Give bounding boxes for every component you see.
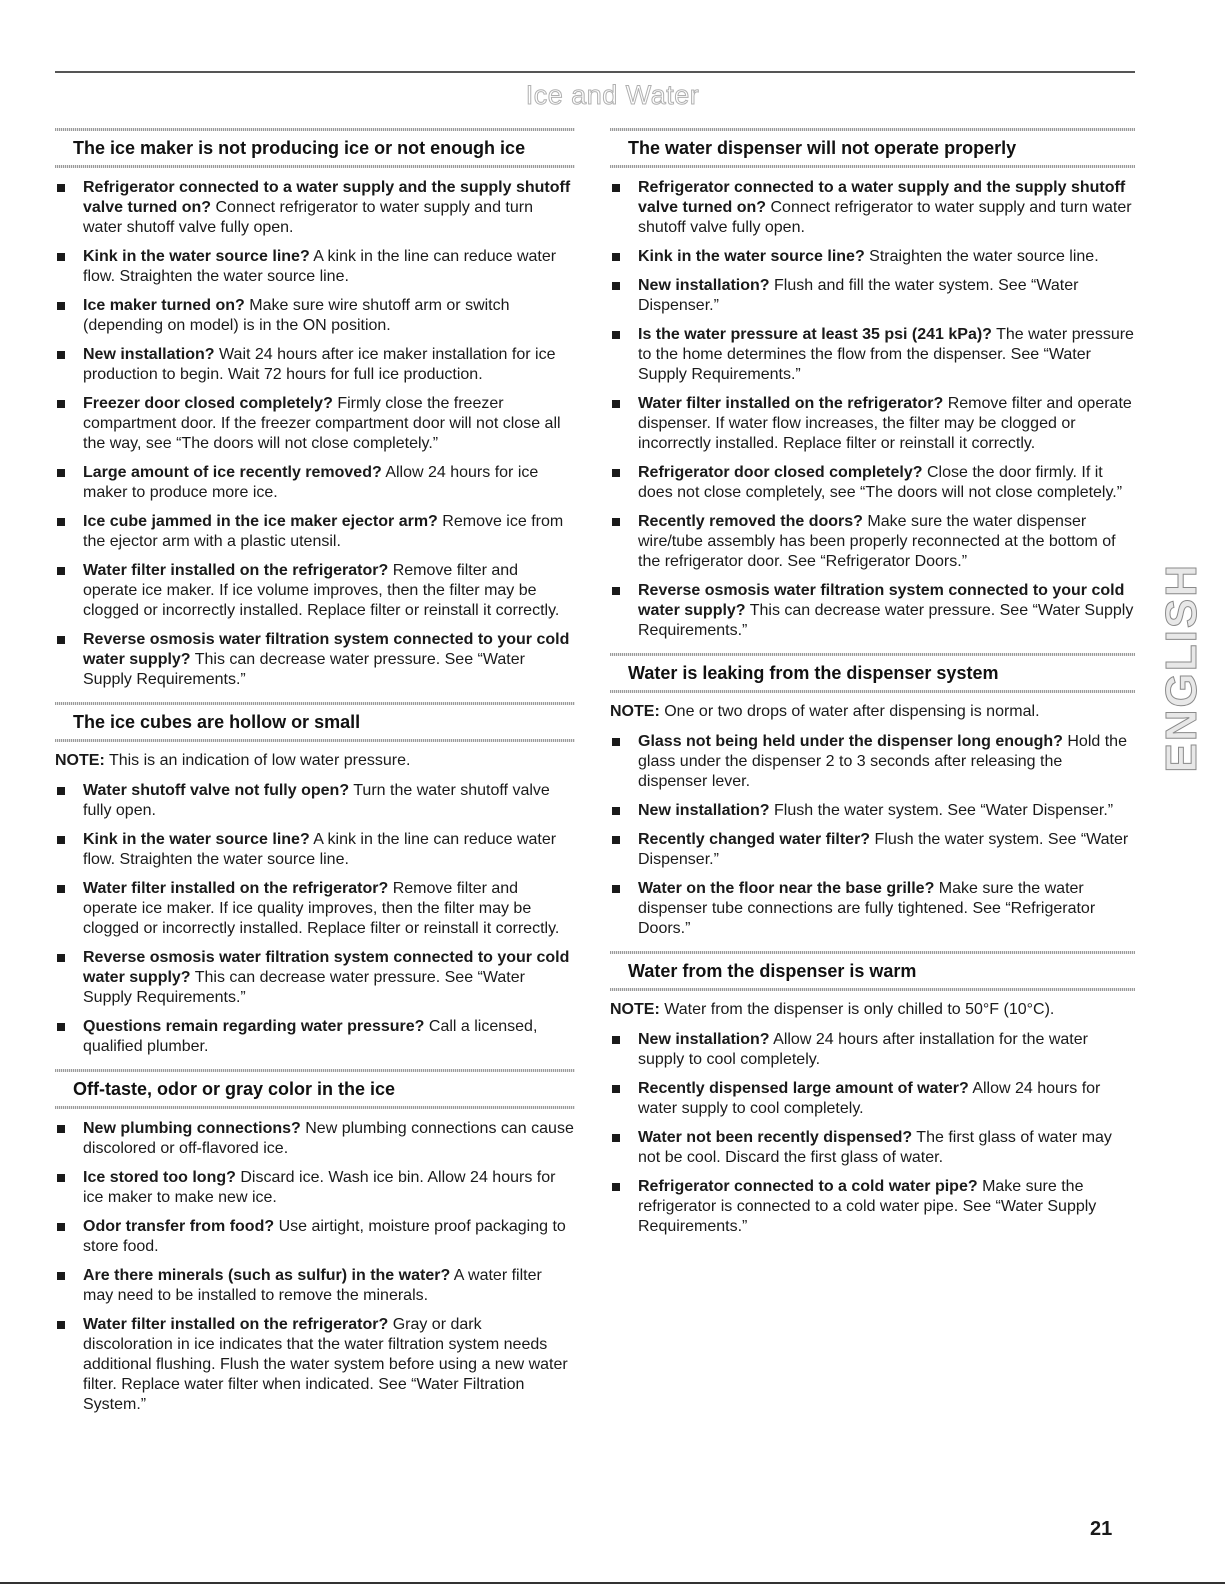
troubleshooting-section (55, 1069, 575, 1415)
section-heading: The ice maker is not producing ice or not enough ice (55, 128, 575, 168)
item-question: Odor transfer from food? (83, 1218, 275, 1235)
square-bullet-icon (57, 184, 65, 192)
square-bullet-icon (612, 1085, 620, 1093)
item-question: Refrigerator connected to a water supply and the supply shutoff valve turned on? (638, 179, 1126, 216)
item-question: Glass not being held under the dispenser long enough? (638, 733, 1063, 750)
square-bullet-icon (612, 331, 620, 339)
item-answer: Make sure the water dispenser wire/tube assembly has been properly reconnected at the bottom of the refrigerator door. See “Refrigerator Doors.” (638, 513, 1116, 570)
troubleshooting-section (55, 702, 575, 1057)
item-answer: Call a licensed, qualified plumber. (83, 1018, 538, 1055)
item-answer: Flush and fill the water system. See “Water Dispenser.” (638, 277, 1079, 314)
list-item (610, 1030, 1135, 1070)
item-answer: Discard ice. Wash ice bin. Allow 24 hours for ice maker to make new ice. (83, 1169, 556, 1206)
item-answer: Remove ice from the ejector arm with a plastic utensil. (83, 513, 564, 550)
square-bullet-icon (612, 1134, 620, 1142)
item-question: New installation? (638, 1031, 770, 1048)
square-bullet-icon (612, 885, 620, 893)
list-item (610, 247, 1135, 267)
section-heading: Water is leaking from the dispenser system (610, 653, 1135, 693)
item-question: Water filter installed on the refrigerator? (83, 562, 389, 579)
note-label: NOTE: (610, 1001, 660, 1018)
item-answer: Allow 24 hours after installation for the water supply to cool completely. (638, 1031, 1088, 1068)
item-answer: This can decrease water pressure. See “Water Supply Requirements.” (638, 602, 1134, 639)
item-question: Water shutoff valve not fully open? (83, 782, 350, 799)
list-item (55, 948, 575, 1008)
item-answer: Gray or dark discoloration in ice indicates that the water filtration system needs additional flushing. Flush the water system before using a new water filter. Replace water filter when indicated. See “Water Filtration System.” (83, 1316, 568, 1413)
section-note (55, 751, 575, 771)
troubleshooting-section (610, 128, 1135, 641)
item-question: Ice stored too long? (83, 1169, 236, 1186)
square-bullet-icon (57, 636, 65, 644)
list-item (55, 630, 575, 690)
square-bullet-icon (612, 1183, 620, 1191)
square-bullet-icon (57, 469, 65, 477)
square-bullet-icon (57, 351, 65, 359)
page-number: 21 (1090, 1518, 1113, 1540)
square-bullet-icon (57, 1125, 65, 1133)
item-question: Water filter installed on the refrigerator? (83, 880, 389, 897)
list-item (610, 178, 1135, 238)
square-bullet-icon (57, 885, 65, 893)
item-answer: New plumbing connections can cause discolored or off-flavored ice. (83, 1120, 574, 1157)
item-answer: Hold the glass under the dispenser 2 to 3 seconds after releasing the dispenser lever. (638, 733, 1127, 790)
item-answer: The first glass of water may not be cool. Discard the first glass of water. (638, 1129, 1112, 1166)
square-bullet-icon (612, 836, 620, 844)
item-answer: Use airtight, moisture proof packaging to store food. (83, 1218, 566, 1255)
square-bullet-icon (57, 518, 65, 526)
list-item (55, 1168, 575, 1208)
square-bullet-icon (57, 302, 65, 310)
item-question: Reverse osmosis water filtration system connected to your cold water supply? (83, 949, 570, 986)
item-question: Are there minerals (such as sulfur) in the water? (83, 1267, 451, 1284)
item-question: Water on the floor near the base grille? (638, 880, 935, 897)
troubleshooting-list (55, 781, 575, 1057)
item-answer: Connect refrigerator to water supply and turn water shutoff valve fully open. (638, 199, 1132, 236)
item-question: Recently changed water filter? (638, 831, 871, 848)
square-bullet-icon (612, 738, 620, 746)
list-item (55, 394, 575, 454)
item-question: Reverse osmosis water filtration system connected to your cold water supply? (638, 582, 1125, 619)
list-item (610, 801, 1135, 821)
list-item (610, 394, 1135, 454)
item-answer: Close the door firmly. If it does not close completely, see “The doors will not close completely.” (638, 464, 1123, 501)
square-bullet-icon (57, 567, 65, 575)
section-note (610, 1000, 1135, 1020)
square-bullet-icon (612, 253, 620, 261)
square-bullet-icon (57, 1174, 65, 1182)
list-item (610, 1079, 1135, 1119)
item-question: New installation? (83, 346, 215, 363)
item-answer: Allow 24 hours for water supply to cool completely. (638, 1080, 1101, 1117)
troubleshooting-list (610, 178, 1135, 641)
square-bullet-icon (57, 836, 65, 844)
section-note (610, 702, 1135, 722)
list-item (55, 178, 575, 238)
left-column (55, 128, 575, 1427)
list-item (610, 732, 1135, 792)
list-item (55, 879, 575, 939)
list-item (55, 345, 575, 385)
section-heading: The water dispenser will not operate properly (610, 128, 1135, 168)
item-question: Kink in the water source line? (638, 248, 865, 265)
item-answer: A water filter may need to be installed to remove the minerals. (83, 1267, 542, 1304)
item-answer: Allow 24 hours for ice maker to produce more ice. (83, 464, 539, 501)
item-answer: The water pressure to the home determines the flow from the dispenser. See “Water Supply Requirements.” (638, 326, 1134, 383)
list-item (55, 561, 575, 621)
troubleshooting-list (55, 178, 575, 690)
item-answer: Make sure the water dispenser tube connections are fully tightened. See “Refrigerator Doors.” (638, 880, 1096, 937)
item-question: Questions remain regarding water pressure? (83, 1018, 425, 1035)
language-side-tab (1157, 563, 1206, 773)
square-bullet-icon (57, 1023, 65, 1031)
item-question: Water not been recently dispensed? (638, 1129, 913, 1146)
list-item (610, 325, 1135, 385)
item-question: Freezer door closed completely? (83, 395, 333, 412)
item-answer: Make sure wire shutoff arm or switch (depending on model) is in the ON position. (83, 297, 510, 334)
item-answer: Turn the water shutoff valve fully open. (83, 782, 550, 819)
item-question: Refrigerator door closed completely? (638, 464, 923, 481)
list-item (55, 781, 575, 821)
list-item (55, 1017, 575, 1057)
square-bullet-icon (57, 787, 65, 795)
square-bullet-icon (57, 1321, 65, 1329)
item-question: Recently removed the doors? (638, 513, 863, 530)
list-item (610, 830, 1135, 870)
item-answer: This can decrease water pressure. See “Water Supply Requirements.” (83, 651, 525, 688)
item-question: Water filter installed on the refrigerator? (638, 395, 944, 412)
list-item (55, 1315, 575, 1415)
troubleshooting-section (610, 951, 1135, 1237)
troubleshooting-section (55, 128, 575, 690)
item-question: New installation? (638, 277, 770, 294)
list-item (610, 512, 1135, 572)
item-question: Large amount of ice recently removed? (83, 464, 382, 481)
top-rule (55, 71, 1135, 73)
list-item (55, 830, 575, 870)
square-bullet-icon (57, 1272, 65, 1280)
list-item (610, 1128, 1135, 1168)
square-bullet-icon (57, 1223, 65, 1231)
square-bullet-icon (612, 400, 620, 408)
square-bullet-icon (612, 184, 620, 192)
note-text: Water from the dispenser is only chilled to 50°F (10°C). (664, 1001, 1055, 1018)
page-title: Ice and Water (525, 80, 700, 110)
list-item (55, 1266, 575, 1306)
square-bullet-icon (612, 807, 620, 815)
item-answer: Straighten the water source line. (869, 248, 1099, 265)
bottom-rule (0, 1582, 1225, 1584)
list-item (610, 276, 1135, 316)
list-item (55, 463, 575, 503)
square-bullet-icon (612, 1036, 620, 1044)
troubleshooting-section (610, 653, 1135, 939)
item-question: Reverse osmosis water filtration system connected to your cold water supply? (83, 631, 570, 668)
list-item (55, 296, 575, 336)
list-item (610, 1177, 1135, 1237)
item-answer: Remove filter and operate ice maker. If ice quality improves, then the filter may be clogged or incorrectly installed. Replace filter or reinstall it correctly. (83, 880, 560, 937)
square-bullet-icon (612, 469, 620, 477)
item-question: Ice cube jammed in the ice maker ejector arm? (83, 513, 438, 530)
item-question: New installation? (638, 802, 770, 819)
note-label: NOTE: (55, 752, 105, 769)
item-answer: A kink in the line can reduce water flow. Straighten the water source line. (83, 831, 557, 868)
note-text: One or two drops of water after dispensing is normal. (664, 703, 1040, 720)
note-label: NOTE: (610, 703, 660, 720)
item-question: Refrigerator connected to a cold water pipe? (638, 1178, 978, 1195)
list-item (610, 879, 1135, 939)
item-answer: Remove filter and operate ice maker. If ice volume improves, then the filter may be clogged or incorrectly installed. Replace filter or reinstall it correctly. (83, 562, 560, 619)
list-item (55, 1119, 575, 1159)
item-question: Is the water pressure at least 35 psi (241 kPa)? (638, 326, 992, 343)
item-question: Ice maker turned on? (83, 297, 245, 314)
item-question: Kink in the water source line? (83, 831, 310, 848)
item-question: New plumbing connections? (83, 1120, 301, 1137)
troubleshooting-list (55, 1119, 575, 1415)
section-heading: Water from the dispenser is warm (610, 951, 1135, 991)
list-item (55, 512, 575, 552)
list-item (55, 247, 575, 287)
item-answer: Flush the water system. See “Water Dispenser.” (774, 802, 1114, 819)
section-heading: The ice cubes are hollow or small (55, 702, 575, 742)
item-question: Kink in the water source line? (83, 248, 310, 265)
item-answer: Connect refrigerator to water supply and turn water shutoff valve fully open. (83, 199, 533, 236)
item-question: Recently dispensed large amount of water? (638, 1080, 969, 1097)
section-heading: Off-taste, odor or gray color in the ice (55, 1069, 575, 1109)
item-answer: This can decrease water pressure. See “Water Supply Requirements.” (83, 969, 525, 1006)
list-item (610, 463, 1135, 503)
square-bullet-icon (57, 400, 65, 408)
right-column (610, 128, 1135, 1249)
square-bullet-icon (612, 518, 620, 526)
square-bullet-icon (57, 253, 65, 261)
item-question: Refrigerator connected to a water supply and the supply shutoff valve turned on? (83, 179, 571, 216)
item-answer: Remove filter and operate dispenser. If water flow increases, the filter may be clogged or incorrectly installed. Replace filter or reinstall it correctly. (638, 395, 1132, 452)
language-side-tab-label: ENGLISH (1157, 563, 1206, 773)
item-question: Water filter installed on the refrigerator? (83, 1316, 389, 1333)
item-answer: A kink in the line can reduce water flow. Straighten the water source line. (83, 248, 557, 285)
troubleshooting-list (610, 732, 1135, 939)
square-bullet-icon (612, 587, 620, 595)
item-answer: Make sure the refrigerator is connected to a cold water pipe. See “Water Supply Requirements.” (638, 1178, 1097, 1235)
troubleshooting-list (610, 1030, 1135, 1237)
note-text: This is an indication of low water pressure. (108, 752, 411, 769)
item-answer: Firmly close the freezer compartment door. If the freezer compartment door will not close all the way, see “The doors will not close completely.” (83, 395, 561, 452)
square-bullet-icon (57, 954, 65, 962)
list-item (610, 581, 1135, 641)
list-item (55, 1217, 575, 1257)
item-answer: Flush the water system. See “Water Dispenser.” (638, 831, 1129, 868)
square-bullet-icon (612, 282, 620, 290)
item-answer: Wait 24 hours after ice maker installation for ice production to begin. Wait 72 hours for full ice production. (83, 346, 556, 383)
